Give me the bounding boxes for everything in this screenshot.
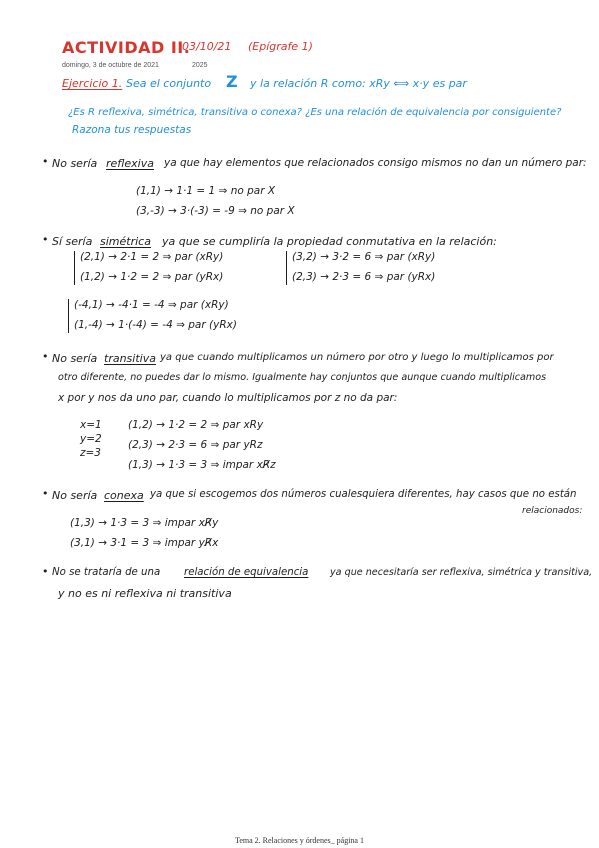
exercise-label: Ejercicio 1.: [62, 77, 123, 90]
symmetric-prefix: Sí sería: [52, 235, 93, 248]
symmetric-group1-a: (2,1) → 2·1 = 2 ⇒ par (xRy): [80, 251, 224, 263]
exercise-statement-a: Sea el conjunto: [126, 77, 212, 90]
transitive-var-z: z=3: [80, 447, 101, 459]
connex-example-1: (1,3) → 1·3 = 3 ⇒ impar xR̸y: [70, 517, 219, 529]
equivalence-keyword: relación de equivalencia: [184, 567, 309, 578]
set-symbol: Z: [226, 72, 238, 91]
note-time: 2025: [192, 62, 208, 69]
bullet: •: [42, 155, 49, 168]
brace: [68, 299, 69, 333]
transitive-example-2: (2,3) → 2·3 = 6 ⇒ par yRz: [128, 439, 263, 451]
page-footer: Tema 2. Relaciones y órdenes_ página 1: [235, 836, 364, 845]
transitive-text-2: otro diferente, no puedes dar lo mismo. Igualmente hay conjuntos que aunque cuando multiplicamos: [58, 372, 547, 383]
brace: [74, 251, 75, 285]
transitive-var-y: y=2: [80, 433, 102, 445]
reflexive-example-2: (3,-3) → 3·(-3) = -9 ⇒ no par X: [136, 205, 295, 217]
symmetric-text: ya que se cumpliría la propiedad conmutativa en la relación:: [162, 235, 497, 248]
exercise-statement-b: y la relación R como: xRy ⟺ x·y es par: [250, 77, 467, 90]
symmetric-group2-b: (2,3) → 2·3 = 6 ⇒ par (yRx): [292, 271, 436, 283]
symmetric-group1-b: (1,2) → 1·2 = 2 ⇒ par (yRx): [80, 271, 224, 283]
transitive-text-3: x por y nos da uno par, cuando lo multiplicamos por z no da par:: [58, 392, 398, 404]
transitive-text-1: ya que cuando multiplicamos un número por otro y luego lo multiplicamos por: [160, 352, 554, 363]
reflexive-example-1: (1,1) → 1·1 = 1 ⇒ no par X: [136, 185, 276, 197]
connex-example-2: (3,1) → 3·1 = 3 ⇒ impar yR̸x: [70, 537, 219, 549]
transitive-example-1: (1,2) → 1·2 = 2 ⇒ par xRy: [128, 419, 264, 431]
brace: [286, 251, 287, 285]
bullet: •: [42, 233, 49, 246]
symmetric-keyword: simétrica: [100, 235, 151, 248]
bullet: •: [42, 487, 49, 500]
equivalence-text: ya que necesitaría ser reflexiva, simétrica y transitiva,: [330, 567, 593, 578]
exercise-question-1: ¿Es R reflexiva, simétrica, transitiva o conexa? ¿Es una relación de equivalencia por consiguiente?: [68, 107, 562, 118]
connex-text-2: relacionados:: [522, 506, 583, 516]
bullet: •: [42, 565, 49, 578]
symmetric-group3-b: (1,-4) → 1·(-4) = -4 ⇒ par (yRx): [74, 319, 237, 331]
equivalence-text-2: y no es ni reflexiva ni transitiva: [58, 587, 232, 600]
connex-text: ya que si escogemos dos números cualesquiera diferentes, hay casos que no están: [150, 489, 577, 500]
connex-keyword: conexa: [104, 489, 144, 502]
reflexive-keyword: reflexiva: [106, 157, 154, 170]
note-timestamp: domingo, 3 de octubre de 2021: [62, 62, 159, 69]
connex-prefix: No sería: [52, 489, 98, 502]
transitive-var-x: x=1: [80, 419, 102, 431]
reflexive-text: ya que hay elementos que relacionados consigo mismos no dan un número par:: [164, 157, 587, 169]
transitive-keyword: transitiva: [104, 352, 156, 365]
exercise-question-2: Razona tus respuestas: [72, 124, 192, 136]
transitive-example-3: (1,3) → 1·3 = 3 ⇒ impar xR̸z: [128, 459, 276, 471]
reflexive-prefix: No sería: [52, 157, 98, 170]
activity-title: ACTIVIDAD II.: [62, 38, 191, 57]
equivalence-prefix: No se trataría de una: [52, 567, 161, 578]
symmetric-group3-a: (-4,1) → -4·1 = -4 ⇒ par (xRy): [74, 299, 229, 311]
activity-date: 03/10/21: [182, 40, 232, 53]
bullet: •: [42, 350, 49, 363]
transitive-prefix: No sería: [52, 352, 98, 365]
symmetric-group2-a: (3,2) → 3·2 = 6 ⇒ par (xRy): [292, 251, 436, 263]
activity-epigraph: (Epígrafe 1): [248, 40, 313, 53]
